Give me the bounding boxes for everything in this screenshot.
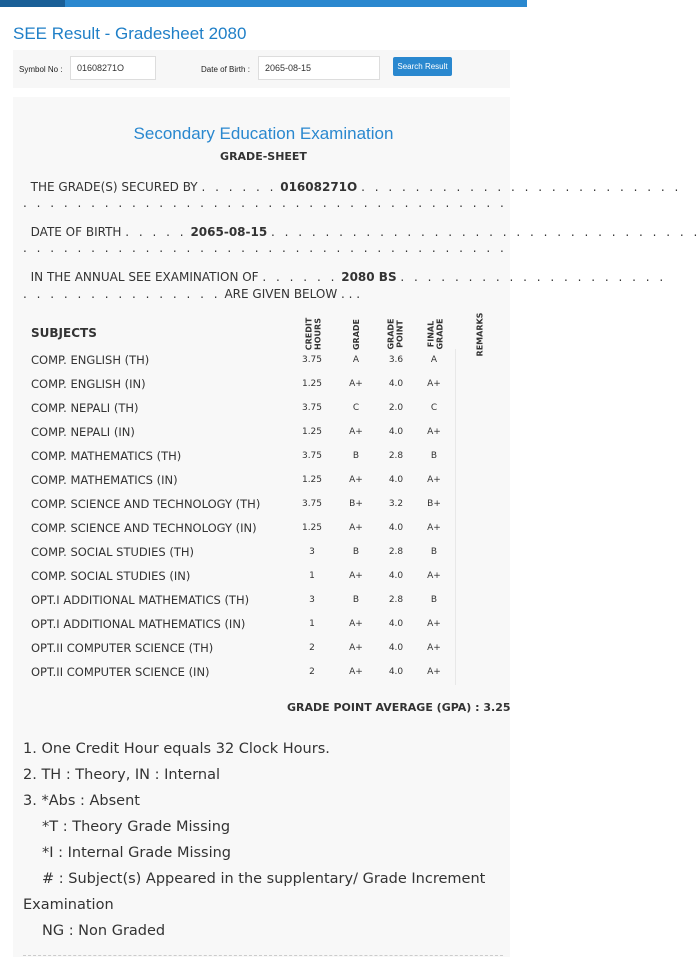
cell-grade: A+ [349, 523, 363, 533]
remarks-divider [455, 373, 456, 397]
cell-final: A+ [427, 475, 441, 485]
cell-point: 3.6 [388, 355, 404, 365]
cell-grade: A+ [349, 379, 363, 389]
cell-final: C [430, 403, 438, 413]
cell-credit: 3.75 [301, 451, 323, 461]
symbol-input[interactable]: 01608271O [70, 56, 156, 80]
cell-final: A+ [427, 427, 441, 437]
bottom-divider [23, 955, 503, 956]
cell-grade: C [352, 403, 360, 413]
dob-prefix: DATE OF BIRTH [30, 225, 122, 239]
remarks-divider [455, 421, 456, 445]
dob-label: Date of Birth : [201, 65, 250, 74]
cell-grade: B [352, 547, 360, 557]
cell-point: 4.0 [388, 379, 404, 389]
note-internal-missing: *I : Internal Grade Missing [42, 845, 232, 861]
sheet-subtitle: GRADE-SHEET [220, 150, 307, 163]
remarks-divider [455, 637, 456, 661]
top-bar-accent [0, 0, 65, 7]
cell-point: 4.0 [388, 571, 404, 581]
table-row [23, 373, 503, 397]
table-row [23, 517, 503, 541]
dob-line: DATE OF BIRTH . . . . . 2065-08-15 . . . . . . . . . . . . . . . . . . . . . . . . . . . . . . . . [30, 225, 700, 239]
cell-grade: A+ [349, 571, 363, 581]
top-bar [0, 0, 527, 7]
table-row [23, 421, 503, 445]
remarks-divider [455, 493, 456, 517]
subject-name: COMP. MATHEMATICS (TH) [31, 449, 182, 463]
remarks-divider [455, 445, 456, 469]
subject-name: COMP. SCIENCE AND TECHNOLOGY (IN) [31, 521, 257, 535]
dob-value: 2065-08-15 [190, 225, 268, 239]
exam-line-2: . . . . . . . . . . . . . . . ARE GIVEN BELOW . . . [23, 287, 361, 301]
remarks-divider [455, 541, 456, 565]
table-row [23, 397, 503, 421]
table-row [23, 445, 503, 469]
cell-final: B [430, 451, 438, 461]
cell-grade: A [352, 355, 360, 365]
remarks-divider [455, 349, 456, 373]
table-row [23, 349, 503, 373]
cell-point: 2.8 [388, 595, 404, 605]
secured-symbol: 01608271O [280, 180, 358, 194]
cell-point: 3.2 [388, 499, 404, 509]
page-title: SEE Result - Gradesheet 2080 [13, 24, 247, 43]
given-below: ARE GIVEN BELOW . . . [224, 287, 361, 301]
cell-point: 4.0 [388, 475, 404, 485]
symbol-label: Symbol No : [19, 65, 63, 74]
subject-name: COMP. ENGLISH (IN) [31, 377, 146, 391]
remarks-divider [455, 565, 456, 589]
remarks-divider [455, 613, 456, 637]
exam-prefix: IN THE ANNUAL SEE EXAMINATION OF [30, 270, 259, 284]
cell-final: A+ [427, 379, 441, 389]
cell-point: 4.0 [388, 643, 404, 653]
subject-name: OPT.II COMPUTER SCIENCE (TH) [31, 641, 214, 655]
cell-credit: 3.75 [301, 499, 323, 509]
cell-credit: 1 [309, 619, 315, 629]
table-row [23, 661, 503, 685]
subject-name: COMP. SOCIAL STUDIES (TH) [31, 545, 195, 559]
remarks-divider [455, 589, 456, 613]
search-result-button[interactable]: Search Result [393, 57, 452, 76]
cell-credit: 3.75 [301, 355, 323, 365]
table-row [23, 613, 503, 637]
cell-point: 4.0 [388, 427, 404, 437]
sheet-title: Secondary Education Examination [133, 124, 394, 143]
cell-credit: 1 [309, 571, 315, 581]
dob-dots: . . . . . . . . . . . . . . . . . . . . . . . . . . . . . . . . . . . . [23, 241, 507, 255]
subject-name: COMP. SCIENCE AND TECHNOLOGY (TH) [31, 497, 261, 511]
remarks-divider [455, 397, 456, 421]
dob-input[interactable]: 2065-08-15 [258, 56, 380, 80]
note-th-in: 2. TH : Theory, IN : Internal [23, 767, 221, 783]
table-row [23, 541, 503, 565]
cell-grade: B [352, 451, 360, 461]
subject-name: COMP. MATHEMATICS (IN) [31, 473, 178, 487]
cell-grade: B [352, 595, 360, 605]
cell-credit: 1.25 [301, 379, 323, 389]
remarks-divider [455, 469, 456, 493]
cell-grade: A+ [349, 619, 363, 629]
table-row [23, 469, 503, 493]
table-row [23, 493, 503, 517]
cell-point: 4.0 [388, 619, 404, 629]
cell-point: 2.0 [388, 403, 404, 413]
subject-name: OPT.I ADDITIONAL MATHEMATICS (IN) [31, 617, 246, 631]
cell-credit: 3 [309, 595, 315, 605]
cell-credit: 3.75 [301, 403, 323, 413]
cell-grade: B+ [349, 499, 363, 509]
cell-point: 4.0 [388, 667, 404, 677]
grade-table [23, 349, 503, 685]
subject-name: OPT.II COMPUTER SCIENCE (IN) [31, 665, 210, 679]
note-non-graded: NG : Non Graded [42, 923, 166, 939]
table-row [23, 637, 503, 661]
remarks-divider [455, 661, 456, 685]
cell-point: 4.0 [388, 523, 404, 533]
exam-year: 2080 BS [341, 270, 397, 284]
col-remarks: REMARKS [475, 312, 485, 356]
cell-final: A+ [427, 619, 441, 629]
note-supplementary: # : Subject(s) Appeared in the supplentary/ Grade Increment [42, 871, 486, 887]
cell-credit: 1.25 [301, 427, 323, 437]
cell-final: B [430, 547, 438, 557]
exam-line: IN THE ANNUAL SEE EXAMINATION OF . . . . . . 2080 BS . . . . . . . . . . . . . . . . . . . . [30, 270, 667, 284]
subject-name: COMP. NEPALI (TH) [31, 401, 139, 415]
cell-credit: 3 [309, 547, 315, 557]
cell-credit: 1.25 [301, 475, 323, 485]
note-supplementary-cont: Examination [23, 897, 114, 913]
col-final-grade: FINAL GRADE [426, 318, 445, 350]
secured-line: THE GRADE(S) SECURED BY . . . . . . 01608271O . . . . . . . . . . . . . . . . . . . . . . . . [30, 180, 682, 194]
cell-grade: A+ [349, 667, 363, 677]
remarks-divider [455, 517, 456, 541]
cell-final: A+ [427, 571, 441, 581]
cell-grade: A+ [349, 475, 363, 485]
note-theory-missing: *T : Theory Grade Missing [42, 819, 231, 835]
col-grade-point: GRADE POINT [387, 318, 405, 350]
cell-point: 2.8 [388, 547, 404, 557]
secured-dots: . . . . . . . . . . . . . . . . . . . . . . . . . . . . . . . . . . . . [23, 196, 507, 210]
cell-credit: 1.25 [301, 523, 323, 533]
subject-name: COMP. NEPALI (IN) [31, 425, 135, 439]
cell-point: 2.8 [388, 451, 404, 461]
cell-grade: A+ [349, 643, 363, 653]
col-subjects: SUBJECTS [31, 326, 97, 340]
cell-grade: A+ [349, 427, 363, 437]
table-row [23, 565, 503, 589]
subject-name: COMP. SOCIAL STUDIES (IN) [31, 569, 191, 583]
cell-final: B [430, 595, 438, 605]
subject-name: OPT.I ADDITIONAL MATHEMATICS (TH) [31, 593, 250, 607]
cell-credit: 2 [309, 643, 315, 653]
secured-prefix: THE GRADE(S) SECURED BY [30, 180, 198, 194]
col-credit-hours: CREDIT HOURS [304, 317, 323, 351]
cell-final: A+ [427, 523, 441, 533]
cell-final: A+ [427, 643, 441, 653]
note-absent: 3. *Abs : Absent [23, 793, 140, 809]
table-row [23, 589, 503, 613]
gpa-value: GRADE POINT AVERAGE (GPA) : 3.25 [287, 701, 511, 714]
cell-credit: 2 [309, 667, 315, 677]
cell-final: B+ [427, 499, 441, 509]
note-credit-hour: 1. One Credit Hour equals 32 Clock Hours. [23, 741, 330, 757]
subject-name: COMP. ENGLISH (TH) [31, 353, 150, 367]
cell-final: A [430, 355, 438, 365]
cell-final: A+ [427, 667, 441, 677]
col-grade: GRADE [352, 318, 362, 350]
